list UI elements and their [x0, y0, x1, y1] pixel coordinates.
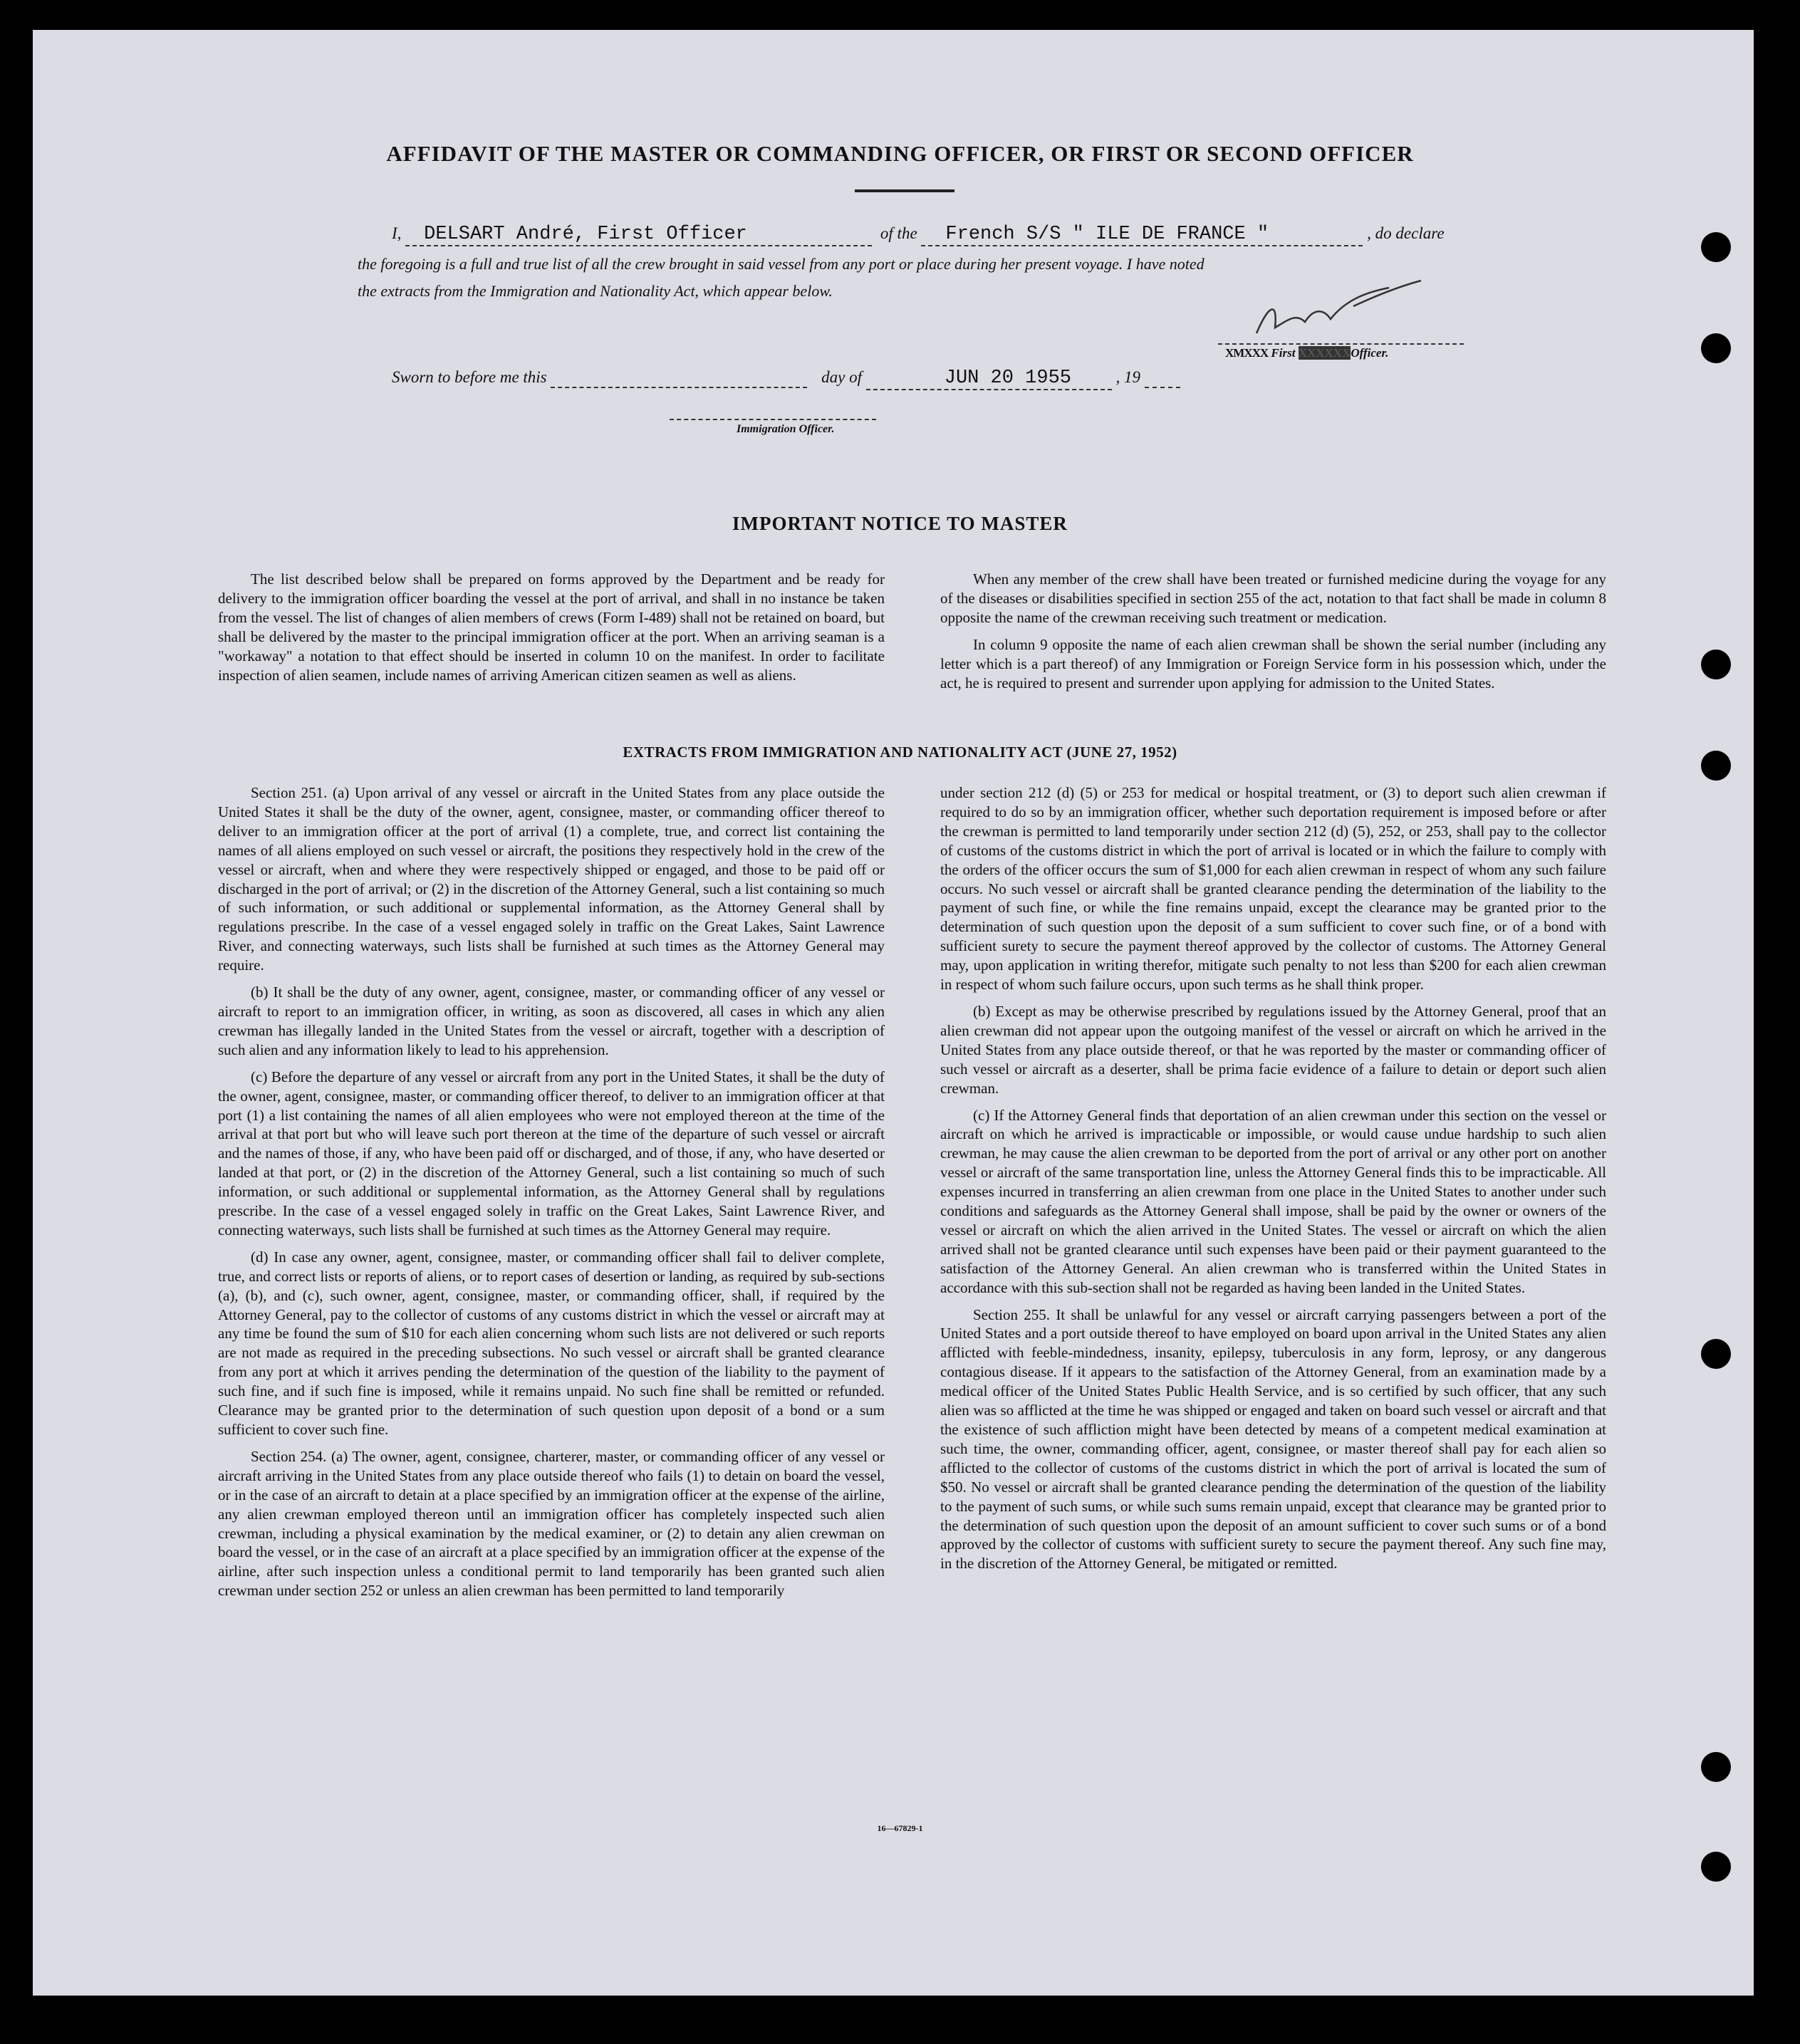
immigration-officer-caption: Immigration Officer. — [737, 423, 835, 435]
officer-caption-officer: Officer. — [1351, 346, 1389, 360]
sworn-day-field — [551, 368, 807, 388]
day-of-label: day of — [821, 368, 862, 386]
declaration-text-line-2: the foregoing is a full and true list of all the crew brought in said vessel from any port or place during her present voyage. I have noted — [358, 255, 1205, 273]
officer-caption-first: First — [1271, 346, 1296, 360]
sworn-label: Sworn to before me this — [392, 368, 547, 386]
notice-heading: IMPORTANT NOTICE TO MASTER — [732, 513, 1068, 534]
binder-hole — [1701, 650, 1731, 679]
declaration-text-line-3: the extracts from the Immigration and Nationality Act, which appear below. — [358, 282, 833, 300]
form-code: 16—67829-1 — [877, 1823, 923, 1833]
officer-name-value: DELSART André, First Officer — [424, 224, 747, 245]
section-254b: (b) Except as may be otherwise prescribed by regulations issued by the Attorney General, proof that an alien crewman did not appear upon the outgoing manifest of the vessel or aircraft on which he arrived in the United States from any place outside thereof, or that he was reported by the master or commanding officer of such vessel or aircraft as a deserter, shall be prima facie evidence of a failure to detain or deport such alien crewman. — [940, 1002, 1606, 1097]
year-label: , 19 — [1115, 368, 1140, 386]
section-251a: Section 251. (a) Upon arrival of any vessel or aircraft in the United States from any place outside the United States it shall be the duty of the owner, agent, consignee, master, or commanding officer thereof to deliver to an immigration officer at the port of arrival (1) a complete, true, and correct list containing the names of all aliens employed on such vessel or aircraft, the positions they respectively hold in the crew of the vessel or aircraft, when and where they were respectively shipped or engaged, and those to be paid off or discharged in the port of arrival; or (2) in the discretion of the Attorney General, such a list containing so much of such information, or such additional or supplemental information, as the Attorney General shall by regulations prescribe. In the case of a vessel engaged solely in traffic on the Great Lakes, Saint Lawrence River, and connecting waterways, such lists shall be furnished at such times as the Attorney General may require. — [218, 784, 885, 974]
section-254c: (c) If the Attorney General finds that deportation of an alien crewman under this section on the vessel or aircraft on which he arrived is impracticable or impossible, or would cause undue hardship to such alien crewman, he may cause the alien crewman to be deported from the port of arrival or any other port on another vessel or aircraft of the same transportation line, unless the Attorney General finds this to be impracticable. All expenses incurred in transferring an alien crewman from one place in the United States to another under such conditions and safeguards as the Attorney General shall impose, shall be paid by the owner or owners of the vessel or aircraft on which the alien arrived in the United States. The vessel or aircraft on which the alien arrived shall not be granted clearance until such expenses have been paid or their payment guaranteed to the satisfaction of the Attorney General. An alien crewman who is transferred within the United States in accordance with this sub-section shall not be regarded as having been landed in the United States. — [940, 1106, 1606, 1296]
immigration-officer-line — [670, 419, 876, 420]
section-254a-continued: under section 212 (d) (5) or 253 for medical or hospital treatment, or (3) to deport such alien crewman if required to do so by an immigration officer, whether such deportation requirement is imposed before or after the crewman is permitted to land temporarily under section 212 (d) (5), 252, or 253, shall pay to the collector of customs of the customs district in which the port of arrival is located or in which the failure to comply with the orders of the officer occurs the sum of $1,000 for each alien crewman in respect of whom any such failure occurs. No such vessel or aircraft shall be granted clearance pending the determination of the liability to the payment of such fine, or while the fine remains unpaid, except the clearance may be granted prior to the determination of such question upon the deposit of a sum sufficient to cover such fine, or of a bond with sufficient surety to secure the payment thereof approved by the collector of customs. The Attorney General may, upon application in writing therefor, mitigate such penalty to not less than $200 for each alien crewman in respect of whom such failure occurs, upon such terms as he shall think proper. — [940, 784, 1606, 994]
binder-hole — [1701, 333, 1731, 363]
notice-paragraph: In column 9 opposite the name of each alien crewman shall be shown the serial number (including any letter which is a part thereof) of any Immigration or Foreign Service form in his possession which, under the act, he is required to present and surrender upon applying for admission to the United States. — [940, 635, 1606, 692]
binder-hole — [1701, 1339, 1731, 1369]
date-stamp: JUN 20 1955 — [944, 367, 1071, 389]
sworn-line — [392, 367, 1180, 390]
extracts-right-column — [940, 783, 1606, 1573]
officer-name-field — [405, 224, 872, 246]
declaration-line — [392, 224, 1445, 246]
officer-signature — [1247, 278, 1432, 342]
officer-caption-struck-b: XXXXXX — [1298, 346, 1351, 360]
of-the-label: of the — [880, 224, 917, 242]
officer-caption-struck-a: XMXXX — [1225, 346, 1269, 360]
section-251d: (d) In case any owner, agent, consignee, master, or commanding officer shall fail to deliver complete, true, and correct lists or reports of aliens, or to report cases of desertion or landing, as required by sub-sections (a), (b), and (c), such owner, agent, consignee, master, or commanding officer, shall, if required by the Attorney General, pay to the collector of customs of any customs district in which the vessel or aircraft may at any time be found the sum of $10 for each alien concerning whom such lists are not delivered or such reports are not made as required in the preceding subsections. No such vessel or aircraft shall be granted clearance from any port at which it arrives pending the determination of the question of the liability to the payment of such fine, and if such fine is imposed, while it remains unpaid. No such fine shall be remitted or refunded. Clearance may be granted prior to the determination of such question upon deposit of a bond or a sum sufficient to cover such fine. — [218, 1248, 885, 1438]
officer-caption — [1225, 346, 1388, 360]
binder-hole — [1701, 1852, 1731, 1882]
i-label: I, — [392, 224, 402, 242]
binder-hole — [1701, 232, 1731, 262]
section-254a: Section 254. (a) The owner, agent, consignee, charterer, master, or commanding officer of any vessel or aircraft arriving in the United States from any place outside thereof who fails (1) to detain on board the vessel, or in the case of an aircraft to detain at a place specified by an immigration officer at the expense of the airline, any alien crewman employed thereon until an immigration officer has completely inspected such alien crewman, including a physical examination by the medical examiner, or (2) to detain any alien crewman on board the vessel, or in the case of an aircraft at a place specified by an immigration officer at the expense of the airline, after such inspection unless a conditional permit to land temporarily has been granted such alien crewman under section 252 or unless an alien crewman has been permitted to land temporarily — [218, 1447, 885, 1600]
affidavit-title: AFFIDAVIT OF THE MASTER OR COMMANDING OFFICER, OR FIRST OR SECOND OFFICER — [386, 141, 1414, 166]
sworn-month-field — [866, 367, 1112, 390]
extracts-heading: EXTRACTS FROM IMMIGRATION AND NATIONALITY ACT (JUNE 27, 1952) — [623, 744, 1177, 761]
binder-hole — [1701, 1752, 1731, 1782]
section-251c: (c) Before the departure of any vessel or aircraft from any port in the United States, it shall be the duty of the owner, agent, consignee, master, or commanding officer thereof, to deliver to an immigration officer at that port (1) a list containing the names of all alien employees who were not employed thereon at the time of the arrival at that port but who will leave such port thereon at the time of the departure of such vessel or aircraft and the names of those, if any, who have been paid off or discharged, and of those, if any, who have deserted or landed at that port, or (2) in the discretion of the Attorney General, such a list containing so much of such information, or such additional or supplemental information, as the Attorney General shall by regulations prescribe. In the case of a vessel engaged solely in traffic on the Great Lakes, Saint Lawrence River, and connecting waterways, such lists shall be furnished at such times as the Attorney General may require. — [218, 1068, 885, 1239]
do-declare-label: , do declare — [1367, 224, 1445, 242]
vessel-field — [921, 224, 1363, 246]
vessel-value: French S/S " ILE DE FRANCE " — [945, 224, 1269, 245]
notice-paragraph: When any member of the crew shall have been treated or furnished medicine during the voyage for any of the diseases or disabilities specified in section 255 of the act, notation to that fact shall be made in column 8 opposite the name of the crewman receiving such treatment or medication. — [940, 570, 1606, 626]
notice-left-column — [218, 570, 885, 684]
extracts-left-column — [218, 783, 885, 1600]
section-251b: (b) It shall be the duty of any owner, agent, consignee, master, or commanding officer of any vessel or aircraft to report to an immigration officer, in writing, as soon as discovered, all cases in which any alien crewman has illegally landed in the United States from the vessel or aircraft, together with a description of such alien and any information likely to lead to his apprehension. — [218, 984, 885, 1058]
title-rule — [855, 189, 954, 192]
signature-line — [1218, 343, 1464, 345]
notice-paragraph: The list described below shall be prepared on forms approved by the Department and be ready for delivery to the immigration officer boarding the vessel at the port of arrival, and shall in no instance be taken from the vessel. The list of changes of alien members of crews (Form I-489) shall not be retained on board, but shall be delivered by the master to the principal immigration officer at the port. When an arriving seaman is a "workaway" a notation to that effect should be inserted in column 10 on the manifest. In order to facilitate inspection of alien seamen, include names of arriving American citizen seamen as well as aliens. — [218, 570, 885, 684]
bleed-through-mark — [44, 370, 54, 390]
section-255: Section 255. It shall be unlawful for any vessel or aircraft carrying passengers between a port of the United States and a port outside thereof to have employed on board upon arrival in the United States any alien afflicted with feeble-mindedness, insanity, epilepsy, tuberculosis in any form, leprosy, or any dangerous contagious disease. If it appears to the satisfaction of the Attorney General, from an examination made by a medical officer of the United States Public Health Service, and is so certified by such officer, that any such alien was so afflicted at the time he was shipped or engaged and taken on board such vessel or aircraft and that the existence of such affliction might have been detected by means of a competent medical examination at such time, the owner, commanding officer, agent, consignee, or master thereof shall pay for each alien so afflicted to the collector of customs of the customs district in which the port of arrival is located the sum of $50. No vessel or aircraft shall be granted clearance pending the determination of the question of the liability to the payment of such sums, or while such sums remain unpaid, except that clearance may be granted prior to the determination of such question upon the deposit of an amount sufficient to cover such sums or of a bond approved by the collector of customs with sufficient surety to secure the payment thereof. Any such fine may, in the discretion of the Attorney General, be mitigated or remitted. — [940, 1305, 1606, 1573]
sworn-year-field — [1145, 368, 1180, 388]
notice-right-column — [940, 570, 1606, 692]
